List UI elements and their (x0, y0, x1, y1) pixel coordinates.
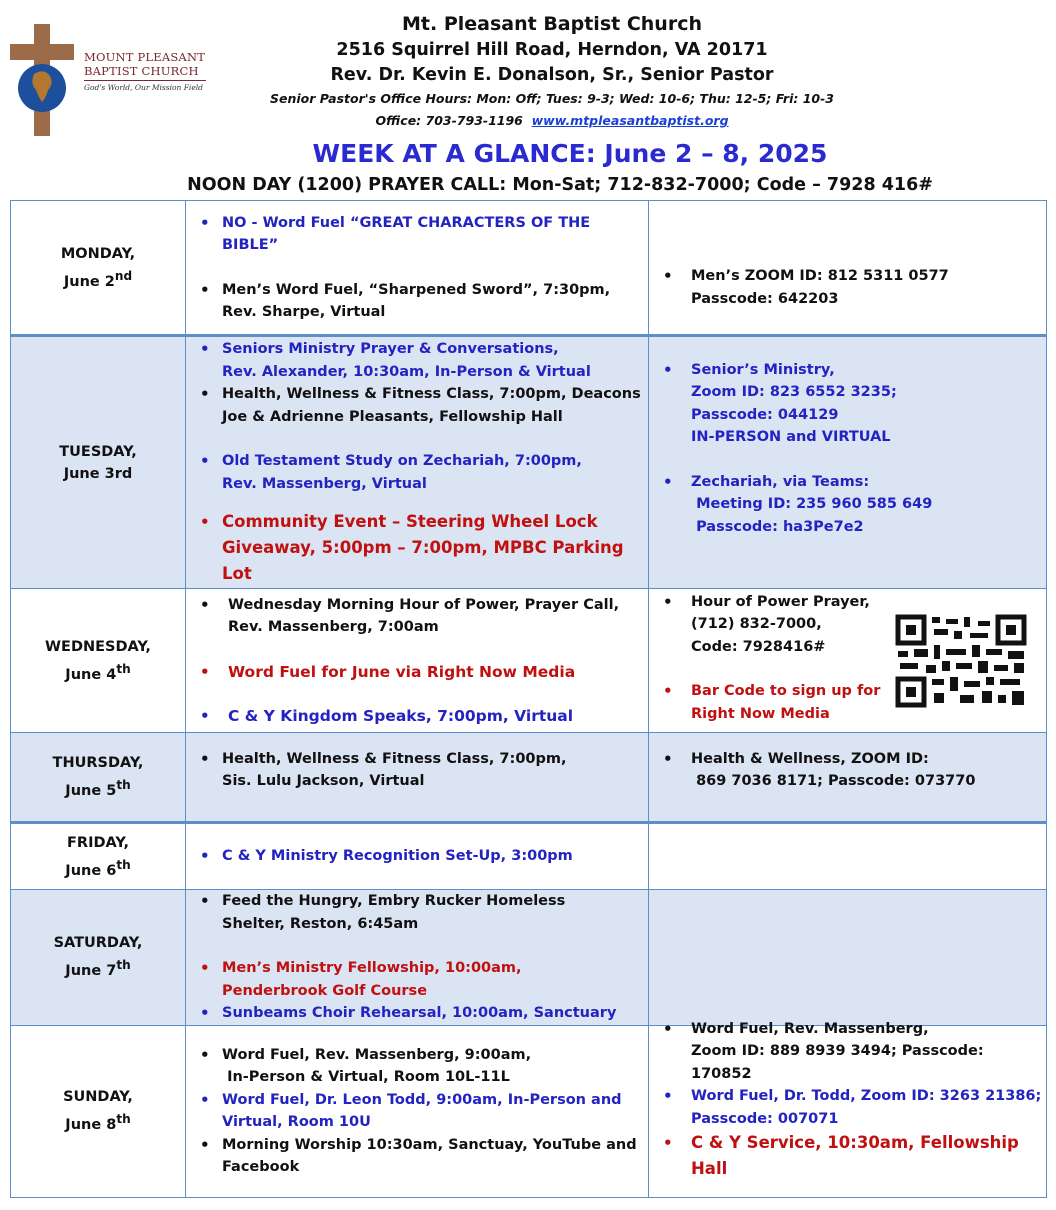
date-suffix: th (116, 1112, 131, 1127)
event-text: Word Fuel, Dr. Leon Todd, 9:00am, In-Person and (222, 1091, 622, 1108)
event-item (194, 450, 644, 495)
day-cell-thursday (11, 733, 186, 823)
date-text: June 6 (65, 862, 117, 879)
day-date (11, 658, 185, 686)
spacer (194, 639, 644, 661)
info-item (657, 1085, 1042, 1130)
day-date (11, 854, 185, 882)
day-cell-sunday (11, 1025, 186, 1197)
info-text: C & Y Service, 10:30am, Fellowship Hall (691, 1133, 1019, 1179)
event-text: Giveaway, 5:00pm – 7:00pm, MPBC Parking Lot (222, 538, 624, 583)
row-friday (11, 823, 1047, 890)
info-cell-sunday (649, 1020, 1047, 1197)
events-cell-friday (186, 823, 649, 890)
info-text: Passcode: 007071 (691, 1110, 839, 1127)
row-saturday (11, 890, 1047, 1026)
event-text: NO - Word Fuel “GREAT CHARACTERS OF THE BIBLE” (222, 214, 591, 253)
day-cell-monday (11, 201, 186, 336)
date-text: June 7 (65, 963, 117, 980)
event-item (194, 661, 644, 684)
event-item (194, 705, 644, 728)
row-monday (11, 201, 1047, 336)
day-date (11, 1108, 185, 1136)
events-cell-thursday (186, 733, 649, 823)
info-cell-tuesday (649, 336, 1047, 589)
event-text: Health, Wellness & Fitness Class, 7:00pm, Deacons (222, 386, 641, 402)
event-item (194, 1089, 644, 1134)
event-item (194, 338, 644, 383)
events-cell-wednesday (186, 589, 649, 733)
logo-tagline: God's World, Our Mission Field (84, 83, 203, 92)
info-cell-monday (649, 201, 1047, 336)
spacer (194, 257, 644, 279)
event-text: Seniors Ministry Prayer & Conversations, (222, 341, 559, 357)
info-item (657, 471, 1042, 539)
info-text: Word Fuel, Dr. Todd, Zoom ID: 3263 21386; (691, 1088, 1042, 1105)
event-item (194, 845, 644, 868)
event-text: Old Testament Study on Zechariah, 7:00pm, (222, 453, 582, 469)
church-name: Mt. Pleasant Baptist Church (402, 13, 702, 35)
info-text: Passcode: 044129 (691, 406, 839, 423)
info-text: Hour of Power Prayer, (691, 593, 870, 610)
website-link[interactable]: www.mtpleasantbaptist.org (531, 113, 729, 128)
date-suffix: nd (114, 268, 133, 283)
event-text: Community Event – Steering Wheel Lock (222, 512, 598, 531)
row-tuesday (11, 336, 1047, 589)
event-item (194, 212, 644, 257)
event-text: Rev. Massenberg, Virtual (222, 475, 427, 492)
info-text: Senior’s Ministry, (691, 361, 835, 378)
event-item (194, 509, 644, 587)
day-date (11, 774, 185, 802)
day-date (11, 265, 185, 293)
date-text: June 8 (65, 1116, 117, 1133)
day-cell-wednesday (11, 589, 186, 733)
info-text: Zechariah, via Teams: (691, 473, 870, 490)
senior-pastor: Rev. Dr. Kevin E. Donalson, Sr., Senior Pastor (330, 65, 774, 85)
day-name: FRIDAY, (67, 834, 129, 851)
day-date: June 3rd (63, 465, 133, 482)
event-text: C & Y Ministry Recognition Set-Up, 3:00pm (222, 848, 573, 865)
info-text: Code: 7928416# (691, 638, 826, 655)
event-item (194, 279, 644, 324)
event-text: Rev. Sharpe, Virtual (222, 304, 386, 320)
info-text: Right Now Media (691, 705, 830, 722)
day-name: SATURDAY, (53, 935, 143, 952)
info-text: Passcode: 642203 (691, 290, 839, 307)
spacer (657, 449, 1042, 471)
events-cell-monday (186, 201, 649, 336)
date-suffix: th (116, 778, 131, 793)
info-cell-friday (649, 823, 1047, 890)
event-text: Sunbeams Choir Rehearsal, 10:00am, Sanctuary (222, 1005, 617, 1021)
date-suffix: th (116, 857, 131, 872)
logo-line1: MOUNT PLEASANT (84, 50, 206, 64)
office-contact (200, 110, 904, 132)
event-text: Word Fuel for June via Right Now Media (228, 662, 576, 681)
church-logo (8, 22, 204, 142)
church-address: 2516 Squirrel Hill Road, Herndon, VA 20171 (336, 40, 768, 60)
event-text: Penderbrook Golf Course (222, 982, 428, 999)
event-item (194, 594, 644, 639)
day-name: THURSDAY, (52, 755, 144, 772)
info-text: Zoom ID: 823 6552 3235; (691, 384, 897, 401)
date-suffix: th (116, 958, 131, 973)
date-text: June 5 (65, 782, 117, 799)
event-text: Joe & Adrienne Pleasants, Fellowship Hall (222, 408, 563, 425)
info-item (657, 1130, 1042, 1182)
date-text: June 4 (65, 666, 117, 683)
office-phone: Office: 703-793-1196 (375, 113, 523, 128)
event-text: Sis. Lulu Jackson, Virtual (222, 773, 425, 789)
info-text: IN-PERSON and VIRTUAL (691, 429, 891, 446)
info-text: Word Fuel, Rev. Massenberg, (691, 1020, 929, 1037)
event-text: Men’s Ministry Fellowship, 10:00am, (222, 960, 522, 976)
spacer (657, 225, 1042, 265)
events-cell-sunday (186, 1025, 649, 1197)
info-item (657, 265, 1042, 310)
date-suffix: th (116, 661, 131, 676)
info-cell-saturday (649, 890, 1047, 1026)
event-text: Feed the Hungry, Embry Rucker Homeless (222, 893, 566, 909)
event-item (194, 1044, 644, 1089)
info-text: Meeting ID: 235 960 585 649 (696, 496, 933, 513)
info-text: 869 7036 8171; Passcode: 073770 (696, 773, 976, 789)
row-sunday (11, 1025, 1047, 1197)
event-text: Morning Worship 10:30am, Sanctuay, YouTube and (222, 1136, 637, 1153)
info-cell-wednesday (649, 589, 1047, 733)
event-text: Health, Wellness & Fitness Class, 7:00pm, (222, 750, 567, 767)
day-cell-tuesday (11, 336, 186, 589)
event-text: In-Person & Virtual, Room 10L-11L (227, 1069, 510, 1085)
spacer (194, 683, 644, 705)
day-name: TUESDAY, (59, 443, 137, 460)
info-cell-thursday (649, 733, 1047, 823)
schedule-table (10, 200, 1047, 1198)
event-item (194, 383, 644, 428)
events-cell-tuesday (186, 336, 649, 589)
logo-rule (84, 80, 206, 81)
events-cell-saturday (186, 890, 649, 1026)
event-text: Rev. Alexander, 10:30am, In-Person & Virtual (222, 363, 591, 380)
info-text: Passcode: ha3Pe7e2 (696, 518, 864, 535)
event-item (194, 890, 644, 935)
logo-line2: BAPTIST CHURCH (84, 64, 199, 78)
row-wednesday (11, 589, 1047, 733)
row-thursday (11, 733, 1047, 823)
event-item (194, 1002, 644, 1025)
date-text: June 2 (63, 273, 115, 290)
event-text: Shelter, Reston, 6:45am (222, 915, 419, 932)
info-item (657, 1018, 1042, 1086)
info-text: (712) 832-7000, (691, 616, 822, 632)
event-item (194, 957, 644, 1002)
office-hours: Senior Pastor's Office Hours: Mon: Off; Tues: 9-3; Wed: 10-6; Thu: 12-5; Fri: 10-3 (270, 91, 834, 106)
info-text: Health & Wellness, ZOOM ID: (691, 750, 929, 767)
cross-globe-icon (8, 22, 84, 140)
day-cell-friday (11, 823, 186, 890)
qr-code-icon[interactable] (894, 613, 1028, 709)
day-date (11, 954, 185, 982)
week-title: WEEK AT A GLANCE: June 2 – 8, 2025 (312, 139, 828, 168)
event-text: Rev. Massenberg, 7:00am (228, 619, 439, 635)
spacer (194, 935, 644, 957)
day-name: WEDNESDAY, (45, 638, 151, 655)
spacer (194, 428, 644, 450)
day-name: SUNDAY, (63, 1089, 133, 1106)
info-text: Bar Code to sign up for (691, 683, 881, 699)
event-text: Facebook (222, 1159, 300, 1175)
info-item (657, 359, 1042, 449)
event-item (194, 1134, 644, 1179)
day-name: MONDAY, (60, 245, 136, 262)
event-item (194, 748, 644, 793)
event-text: Men’s Word Fuel, “Sharpened Sword”, 7:30pm, (222, 281, 611, 298)
prayer-call-line: NOON DAY (1200) PRAYER CALL: Mon-Sat; 712-832-7000; Code – 7928 416# (187, 175, 933, 195)
info-text: Zoom ID: 889 8939 3494; Passcode: 170852 (691, 1043, 984, 1082)
event-text: Wednesday Morning Hour of Power, Prayer Call, (228, 596, 620, 613)
logo-text (84, 50, 208, 92)
qr-wrap (657, 591, 1042, 731)
event-text: Virtual, Room 10U (222, 1114, 371, 1130)
event-text: Word Fuel, Rev. Massenberg, 9:00am, (222, 1046, 532, 1063)
event-text: C & Y Kingdom Speaks, 7:00pm, Virtual (228, 707, 574, 725)
spacer (194, 495, 644, 509)
info-text: Men’s ZOOM ID: 812 5311 0577 (691, 268, 949, 284)
church-header (200, 10, 904, 132)
info-item (657, 748, 1042, 793)
day-cell-saturday (11, 890, 186, 1026)
